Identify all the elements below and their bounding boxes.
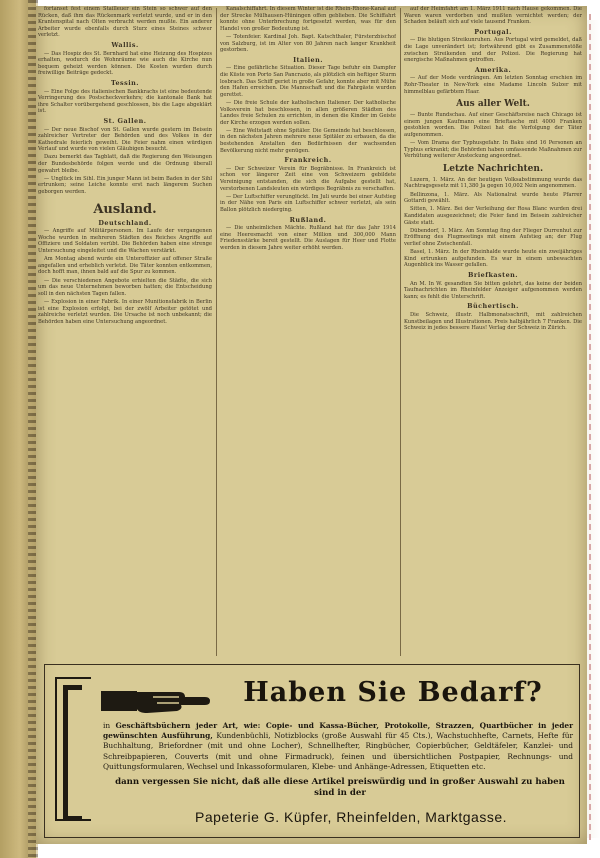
article-paragraph: Die Schweiz, illustr. Halbmonatsschrift, mit zahlreichen Kunstbeilagen und Illustrationen. Preis halbjährlich 7 Franken. Die Schweiz in jedes bessere Haus! Verlag der Schweiz in Zürich.	[404, 311, 582, 332]
article-paragraph: — Der Luftschiffer verunglückt. Im Juli wurde bei einer Aufstieg in der Nähe von Paris ein Luftschiffer schwer verletzt, als sein Ballon plötzlich niederging.	[220, 193, 396, 213]
article-paragraph: — Auf der Mode verdrängen. Am letzten Sonntag erschien im Rohr-Theater in New-York eine Madame Lincoln Sulzer mit himmelblau gefärbtem Haar.	[404, 75, 582, 95]
article-paragraph: — Der Schweizer Verein für Begräbnisse. In Frankreich ist schon vor längerer Zeit eine von Schweizern gebildete Vereinigung entstanden, die sich die Aufgabe gestellt hat, verstorbenen Landsleuten ein würdiges Begräbnis zu verschaffen.	[220, 165, 396, 192]
article-paragraph: — Das Hospiz des St. Bernhard hat eine Heizung des Hospizes erhalten, wodurch die Wohnräume wie auch die Kirche nun bequem geheizt werden können. Die Kosten wurden durch freiwillige Beiträge gedeckt.	[38, 50, 212, 77]
section-heading: Deutschland.	[98, 218, 152, 227]
article-paragraph: — Die blutigen Streikunruhen. Aus Portugal wird gemeldet, daß die Lage unverändert ist; fortwährend gibt es Zusammenstöße zwischen Streikenden und der Polizei. Die Regierung hat energische Maßnahmen getroffen.	[404, 37, 582, 64]
ornamental-frame	[55, 677, 91, 821]
section-heading: Amerika.	[474, 65, 512, 74]
article-paragraph: An M. In W. gesandten Sie bitten gelehrt, das keine der beiden Taufnachrichten im Rheinfelder Anzeiger aufgenommen werden kann; es fehlt die Unterschrift.	[404, 280, 582, 300]
article-paragraph: fortanset fest einem Stailleuer ein Stein so schwer auf den Rücken, daß ihm das Rückenmark verletzt wurde, und er in den Krantenspital nach Olten verbracht werden mußte. Ein anderer Arbeiter wurde ebenfalls durch Sturz eines Steines schwer verletzt.	[38, 6, 212, 39]
article-paragraph: — Vom Drama der Typhusgefahr. In Baku sind 16 Personen an Typhus erkrankt; die Behörden haben umfassende Maßnahmen zur Verhütung weiterer Ansteckung angeordnet.	[404, 140, 582, 160]
section-title: Ausland.	[93, 201, 157, 217]
ad-item: Geschäftsbüchern jeder Art, wie: Copie- und Kassa-Bücher, Protokolle, Strazzen, Quartbücher in jeder gewünschten Ausführung,	[103, 721, 573, 741]
section-heading: Tessin.	[110, 78, 140, 87]
ad-body	[103, 721, 573, 772]
ad-item: Kundenbüchli, Notizblocks (große Auswahl für 45 Cts.), Wachstuchhefte, Carnets, Hefte für Buchhaltung, Briefordner (mit und ohne Locher), Schnellhefter, Ringbücher, Copierbücher, Geldtäfeler, Kanzlei- und Schreibpapieren, Couverts (mit und ohne Firmadruck), feinen und übersichtlichen Postpapier, Rechnungs- und Quittungsformularen, Wechsel und Inkassoformularen, Klebe- und Anhänge-Adressen, Etiquetten etc.	[103, 731, 573, 771]
section-heading: Portugal.	[474, 27, 512, 36]
article-paragraph: — Bunte Rundschau. Auf einer Geschäftsreise nach Chicago ist einem jungen Kaufmann eine Brieftasche mit 4000 Franken gestohlen worden. Die Polizei hat die Verfolgung der Täter aufgenommen.	[404, 112, 582, 138]
ad-closing: dann vergessen Sie nicht, daß alle diese Artikel preiswürdig und in großer Auswahl zu haben sind in der	[115, 777, 565, 798]
shop-name: Papeterie G. Küpfer, Rheinfelden, Marktgasse.	[195, 809, 507, 825]
column-rule	[216, 8, 217, 656]
article-paragraph: Basel, 1. März. In der Rheinhalde wurde heute ein zweijähriges Kind ertrunken aufgefunden. Es war in einem unbewachten Augenblick ins Wasser gefallen.	[404, 249, 582, 269]
column-rule	[400, 8, 401, 656]
article-paragraph: auf der Heimfahrt am 1. März 1911 nach Hause gekommen. Die Waren waren verdorben und mußten vernichtet werden; der Schaden beläuft sich auf viele tausend Franken.	[404, 6, 582, 26]
article-paragraph: Kanalschiffahrt. In diesem Winter ist die Rhein-Rhone-Kanal auf der Strecke Mülhausen-Hüningen offen geblieben. Die Schiffahrt konnte ohne Unterbrechung fortgesetzt werden, was für den Handel von großer Bedeutung ist.	[220, 6, 396, 32]
page-cut-line	[589, 14, 591, 844]
article-paragraph: — Unglück im Sihl. Ein junger Mann ist beim Baden in der Sihl ertrunken; seine Leiche konnte erst nach längerem Suchen geborgen werden.	[38, 175, 212, 196]
article-paragraph: — Der neue Bischof von St. Gallen wurde gestern im Beisein zahlreicher Vertreter der Behörden und des Volkes in der Kathedrale feierlich geweiht. Die Feier nahm einen würdigen Verlauf und wurde von vielen Gläubigen besucht.	[38, 126, 212, 153]
article-paragraph: Sitten, 1. März. Bei der Verleihung der Rosa Blanc wurden drei Kandidaten ausgezeichnet; die Feier fand im Beisein zahlreicher Gäste statt.	[404, 206, 582, 226]
section-heading: Büchertisch.	[467, 302, 519, 311]
ad-body-lead: in	[103, 721, 111, 730]
article-paragraph: — Totenfeier. Kardinal Joh. Bapt. Katschthaler, Fürsterzbischof von Salzburg, ist im Alter von 80 Jahren nach langer Krankheit gestorben.	[220, 33, 396, 54]
pointing-hand-icon	[101, 683, 211, 719]
section-heading: Italien.	[293, 55, 323, 64]
article-paragraph: Luzern, 1. März. An der heutigen Volksabstimmung wurde das Nachtragsgesetz mit 11,380 Ja gegen 10,002 Nein angenommen.	[404, 176, 582, 190]
article-paragraph: Am Montag abend wurde ein Unteroffizier auf offener Straße angefallen und erheblich verletzt. Die Täter konnten entkommen, doch hofft man, ihnen bald auf die Spur zu kommen.	[38, 256, 212, 276]
text-column-middle	[220, 6, 396, 659]
article-paragraph: — Die unheimlichen Mächte. Rußland hat für das Jahr 1914 eine Heeresmacht von einer Million und 300,000 Mann Friedensstärke bereit gestellt. Die Auslagen für Heer und Flotte werden in diesem Jahre weiter erhöht werden.	[220, 225, 396, 251]
article-paragraph: — Angriffe auf Militärpersonen. Im Laufe der vergangenen Woche wurden in mehreren Städten des Reiches Angriffe auf Offiziere und Soldaten verübt. Die Behörden haben eine strenge Untersuchung eingeleitet und die Wachen verstärkt.	[38, 228, 212, 254]
text-column-left	[38, 6, 212, 659]
article-paragraph: Dübendorf, 1. März. Am Sonntag fing der Flieger Durrenhut zur Eröffnung des Flugmeetings mit einem Aufstieg an; der Flug verlief ohne Zwischenfall.	[404, 227, 582, 247]
section-title: Letzte Nachrichten.	[442, 163, 544, 174]
article-paragraph: — Die freie Schule der katholischen Italiener. Der katholische Volksverein hat beschlossen, in allen größeren Städten des Landes freie Schulen zu errichten, in denen die Kinder im Geiste der Kirche erzogen werden sollen.	[220, 99, 396, 126]
article-paragraph: — Eine Weltstadt ohne Spitäler. Die Gemeinde hat beschlossen, in den nächsten Jahren mehrere neue Spitäler zu erbauen, da die bestehenden Anstalten den Bedürfnissen der wachsenden Bevölkerung nicht mehr genügen.	[220, 127, 396, 154]
section-heading: St. Gallen.	[103, 116, 147, 125]
advertisement-box	[44, 664, 580, 838]
article-paragraph: — Die verschiedenen Angebote erhielten die Städte, die sich um das neue Unternehmen beworben hatten; die Entscheidung soll in den nächsten Tagen fallen.	[38, 277, 212, 297]
section-heading: Wallis.	[111, 40, 139, 49]
newspaper-page	[36, 6, 587, 844]
section-heading: Frankreich.	[284, 156, 332, 165]
article-paragraph: — Eine Folge des italienischen Bankkrachs ist eine bedeutende Verringerung des Postscheckverkehrs; die kantonale Bank hat ihre Schalter vorübergehend geschlossen, bis die Lage abgeklärt ist.	[38, 88, 212, 115]
text-column-right	[404, 6, 582, 659]
article-paragraph: Dazu bemerkt das Tagblatt, daß die Regierung den Weisungen der Bundesbehörde folgen werde und die Ordnung überall gewahrt bleibe.	[38, 154, 212, 174]
article-paragraph: — Explosion in einer Fabrik. In einer Munitionsfabrik in Berlin ist eine Explosion erfolgt, bei der zwölf Arbeiter getötet und zahlreiche verletzt wurden. Die Ursache ist noch unbekannt; die Behörden haben eine Untersuchung angeordnet.	[38, 298, 212, 325]
section-heading: Briefkasten.	[467, 270, 519, 279]
section-title: Aus aller Welt.	[456, 99, 530, 110]
ad-headline: Haben Sie Bedarf?	[243, 677, 543, 708]
section-heading: Rußland.	[289, 215, 327, 224]
article-paragraph: — Eine gefährliche Situation. Dieser Tage befuhr ein Dampfer die Küste von Porto San Pancrazio, als plötzlich ein heftiger Sturm losbrach. Das Schiff geriet in große Gefahr, konnte aber mit Mühe den Hafen erreichen. Die Mannschaft und die Fahrgäste wurden gerettet.	[220, 65, 396, 98]
article-paragraph: Bellinzona, 1. März. Als Nationalrat wurde heute Pfarrer Gottardi gewählt.	[404, 191, 582, 205]
